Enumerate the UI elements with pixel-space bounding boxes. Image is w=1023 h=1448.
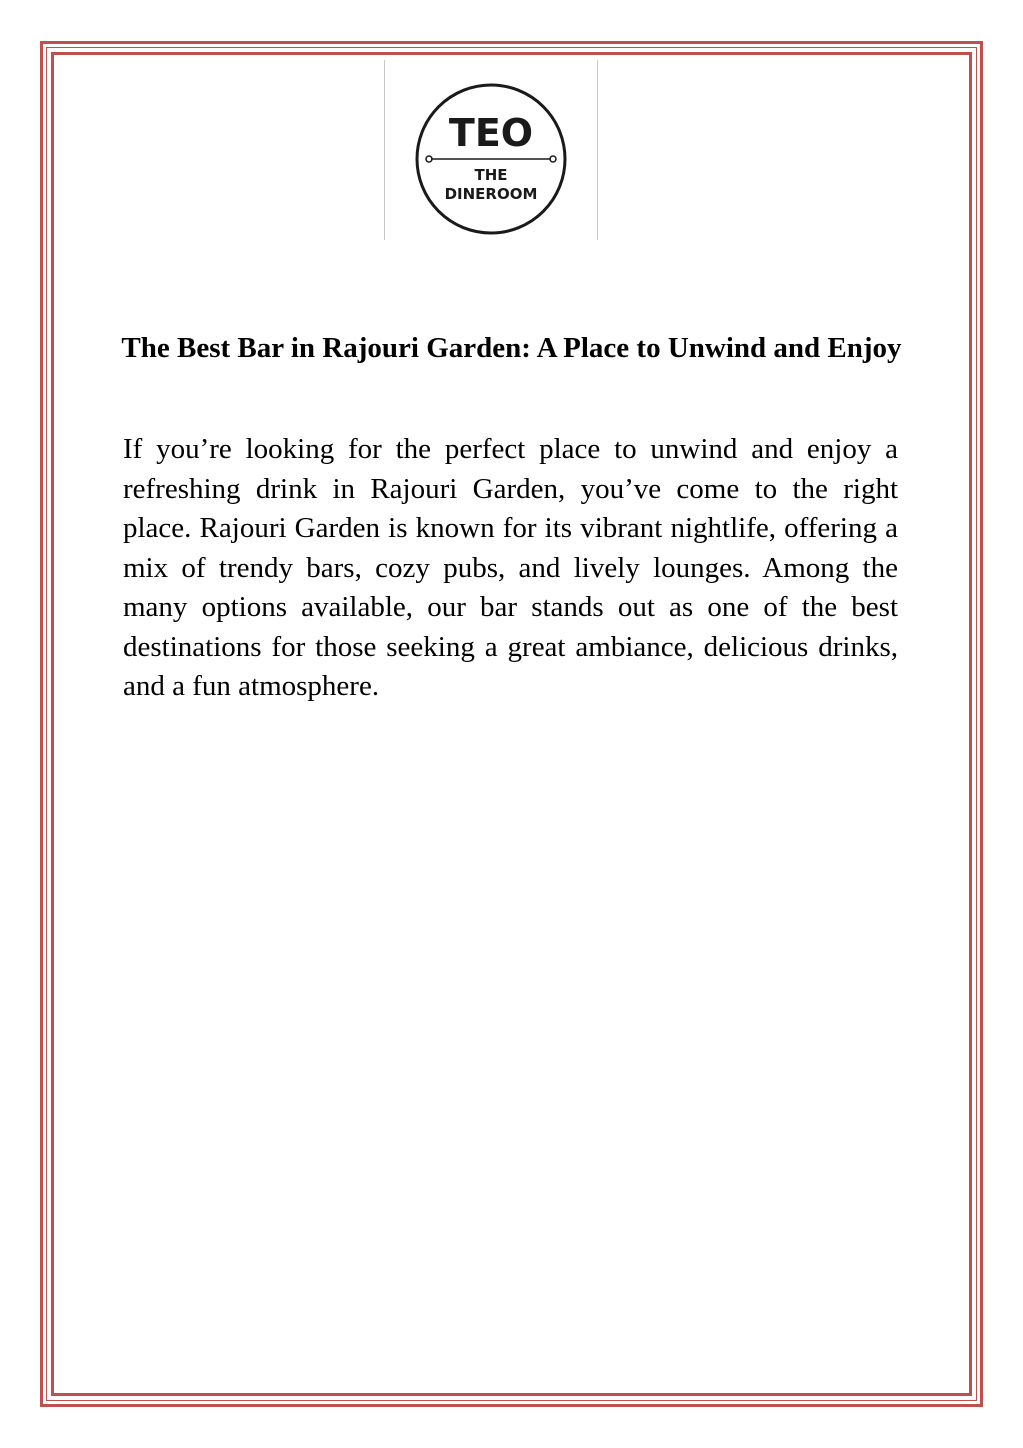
page-border-inner xyxy=(51,52,972,1396)
logo-header xyxy=(384,60,598,240)
logo-text-teo: TEO xyxy=(448,111,534,155)
logo-text-the: THE xyxy=(474,166,508,184)
logo-text-dineroom: DINEROOM xyxy=(444,185,538,203)
article-title: The Best Bar in Rajouri Garden: A Place to Unwind and Enjoy xyxy=(121,332,902,364)
article-paragraph: If you’re looking for the perfect place to unwind and enjoy a refreshing drink in Rajouri Garden, you’ve come to the right place. Rajouri Garden is known for its vibrant nightlife, offering a mix of trendy bars, cozy pubs, and lively lounges. Among the many options available, our bar stands out as one of the best destinations for those seeking a great ambiance, delicious drinks, and a fun atmosphere. xyxy=(123,433,898,702)
teo-dineroom-logo xyxy=(385,60,599,240)
